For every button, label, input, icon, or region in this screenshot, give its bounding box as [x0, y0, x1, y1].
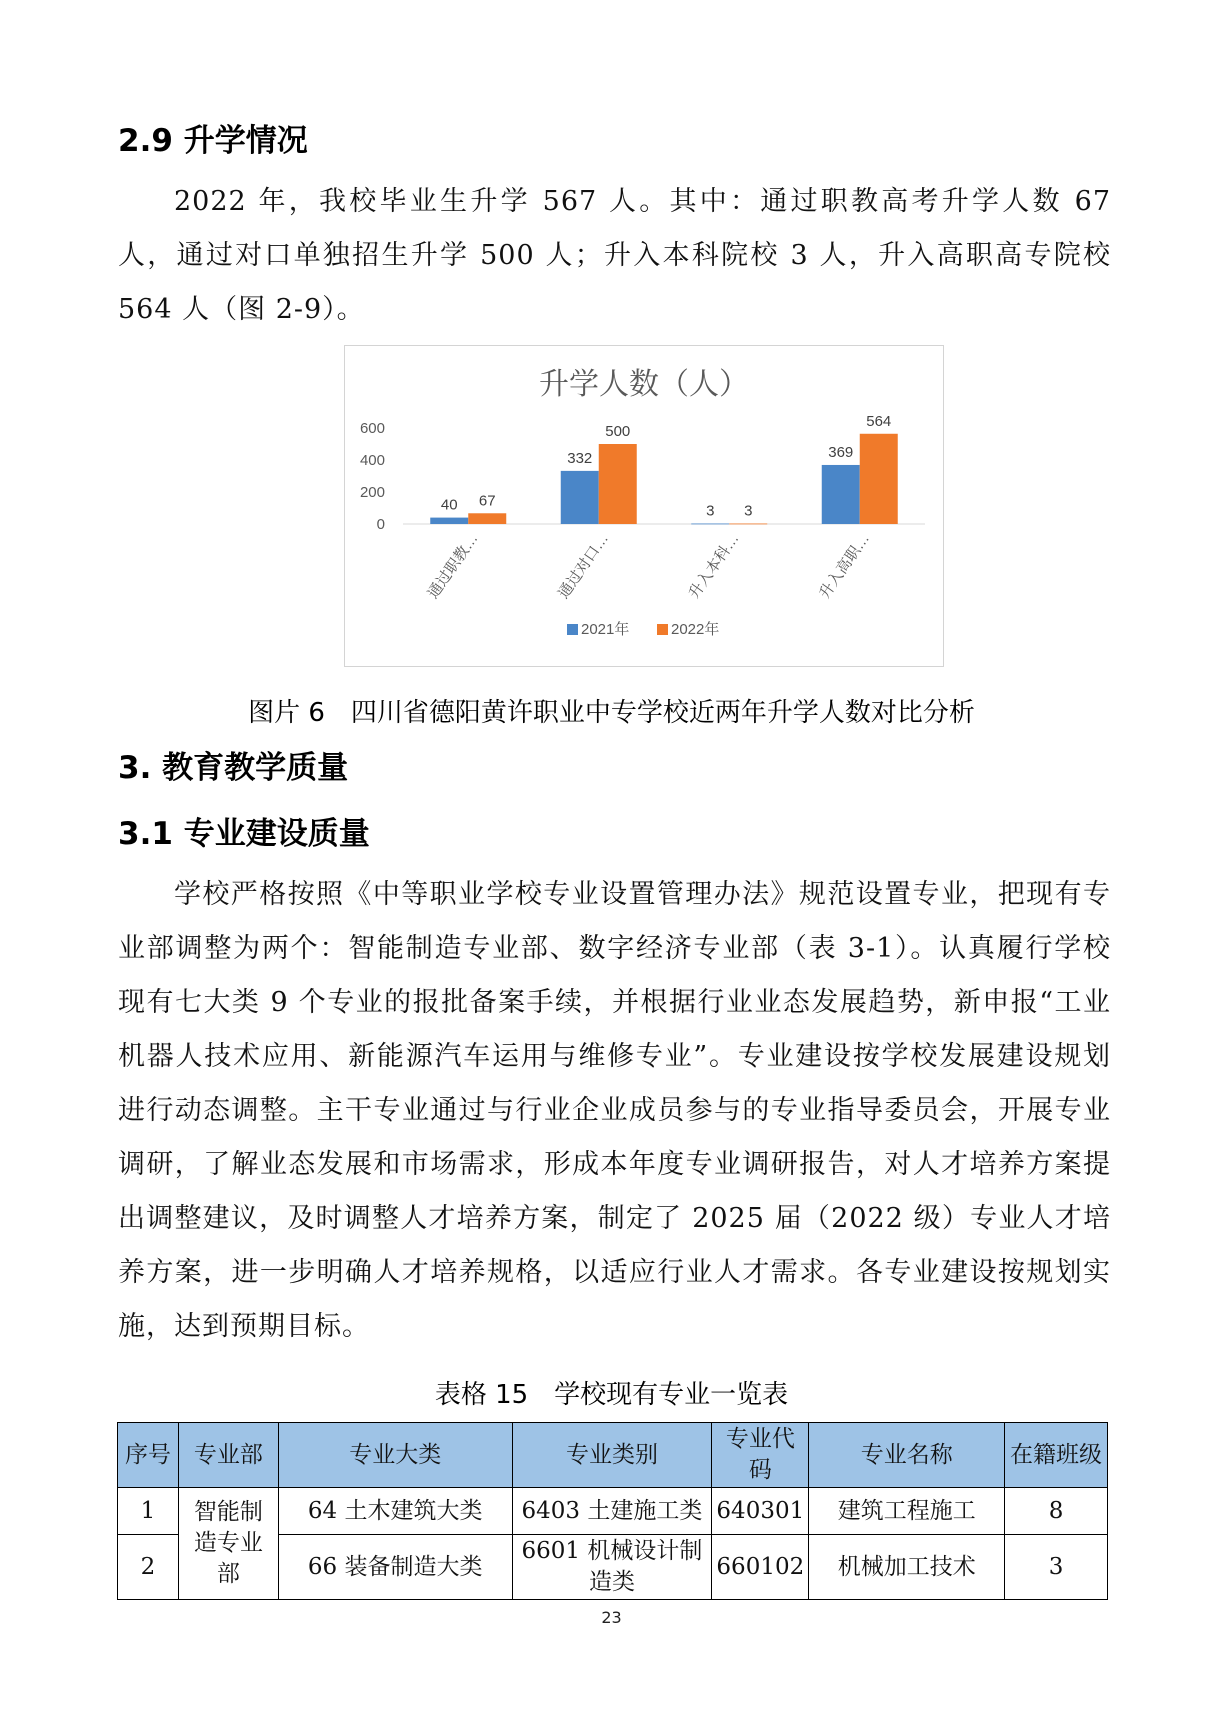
bar [599, 444, 637, 524]
section-2-9-paragraph: 2022 年，我校毕业生升学 567 人。其中：通过职教高考升学人数 67 人，通过对口单独招生升学 500 人；升入本科院校 3 人，升入高职高专院校 564 人（图 2-9）。 [118, 186, 1111, 325]
majors-table [117, 1422, 1108, 1600]
header-cell: 专业部 [178, 1423, 278, 1488]
category-cell: 6601 机械设计制造类 [512, 1535, 712, 1600]
row-number: 1 [118, 1488, 179, 1535]
y-tick-label: 400 [359, 452, 385, 469]
section-3-1-paragraph: 学校严格按照《中等职业学校专业设置管理办法》规范设置专业，把现有专业部调整为两个：智能制造专业部、数字经济专业部（表 3-1）。认真履行学校现有七大类 9 个专业的报批备案手续，并根据行业业态发展趋势，新申报“工业机器人技术应用、新能源汽车运用与维修专业”。专业建设按学校发展建设规划进行动态调整。主干专业通过与行业企业成员参与的专业指导委员会，开展专业调研，了解业态发展和市场需求，形成本年度专业调研报告，对人才培养方案提出调整建议，及时调整人才培养方案，制定了 2025 届（2022 级）专业人才培养方案，进一步明确人才培养规格，以适应行业人才需求。各专业建设按规划实施，达到预期目标。 [118, 879, 1111, 1342]
bar [468, 513, 506, 524]
y-tick-label: 600 [359, 420, 385, 437]
category-cell: 6403 土建施工类 [512, 1488, 712, 1535]
table-header-row [118, 1423, 1108, 1488]
enrollment-bar-chart [344, 345, 944, 667]
classes-cell: 8 [1005, 1488, 1108, 1535]
header-cell: 专业类别 [512, 1423, 712, 1488]
section-2-9-heading: 2.9 升学情况 [118, 123, 308, 159]
data-label: 369 [828, 443, 854, 461]
figure-caption: 图片 6 四川省德阳黄许职业中专学校近两年升学人数对比分析 [248, 698, 975, 728]
chart-title: 升学人数（人） [539, 368, 749, 401]
header-cell: 专业大类 [278, 1423, 512, 1488]
code-cell: 640301 [712, 1488, 809, 1535]
header-cell: 序号 [118, 1423, 179, 1488]
chart-svg [345, 346, 943, 666]
bar [822, 465, 860, 524]
major-class-cell: 64 土木建筑大类 [278, 1488, 512, 1535]
data-label: 67 [478, 492, 496, 510]
data-label: 3 [744, 502, 753, 520]
row-number: 2 [118, 1535, 179, 1600]
bar [860, 434, 898, 524]
page-number: 23 [601, 1608, 622, 1627]
header-cell: 在籍班级 [1005, 1423, 1108, 1488]
x-tick-label: 通过对口… [555, 530, 613, 602]
section-3-heading: 3. 教育教学质量 [118, 750, 349, 786]
legend-label: 2022年 [671, 621, 720, 638]
major-name-cell: 机械加工技术 [809, 1535, 1005, 1600]
bar [430, 518, 468, 524]
y-tick-label: 200 [359, 484, 385, 501]
y-tick-label: 0 [376, 516, 385, 533]
bar [691, 524, 729, 525]
x-tick-label: 升入本科… [685, 530, 743, 602]
legend-swatch [567, 624, 578, 635]
header-cell: 专业代码 [712, 1423, 809, 1488]
x-tick-label: 升入高职… [816, 530, 874, 602]
dept-cell: 智能制造专业部 [178, 1488, 278, 1600]
data-label: 500 [605, 423, 631, 440]
major-class-cell: 66 装备制造大类 [278, 1535, 512, 1600]
header-cell: 专业名称 [809, 1423, 1005, 1488]
major-name-cell: 建筑工程施工 [809, 1488, 1005, 1535]
legend-swatch [657, 624, 668, 635]
code-cell: 660102 [712, 1535, 809, 1600]
data-label: 564 [866, 412, 892, 430]
data-label: 40 [440, 496, 458, 514]
bar [729, 524, 767, 525]
data-label: 332 [567, 449, 593, 467]
section-3-1-heading: 3.1 专业建设质量 [118, 816, 370, 852]
classes-cell: 3 [1005, 1535, 1108, 1600]
table-row [118, 1488, 1108, 1535]
x-tick-label: 通过职教… [424, 530, 482, 602]
data-label: 3 [706, 502, 715, 520]
legend-label: 2021年 [581, 621, 630, 638]
table-caption: 表格 15 学校现有专业一览表 [434, 1380, 789, 1410]
bar [561, 471, 599, 524]
